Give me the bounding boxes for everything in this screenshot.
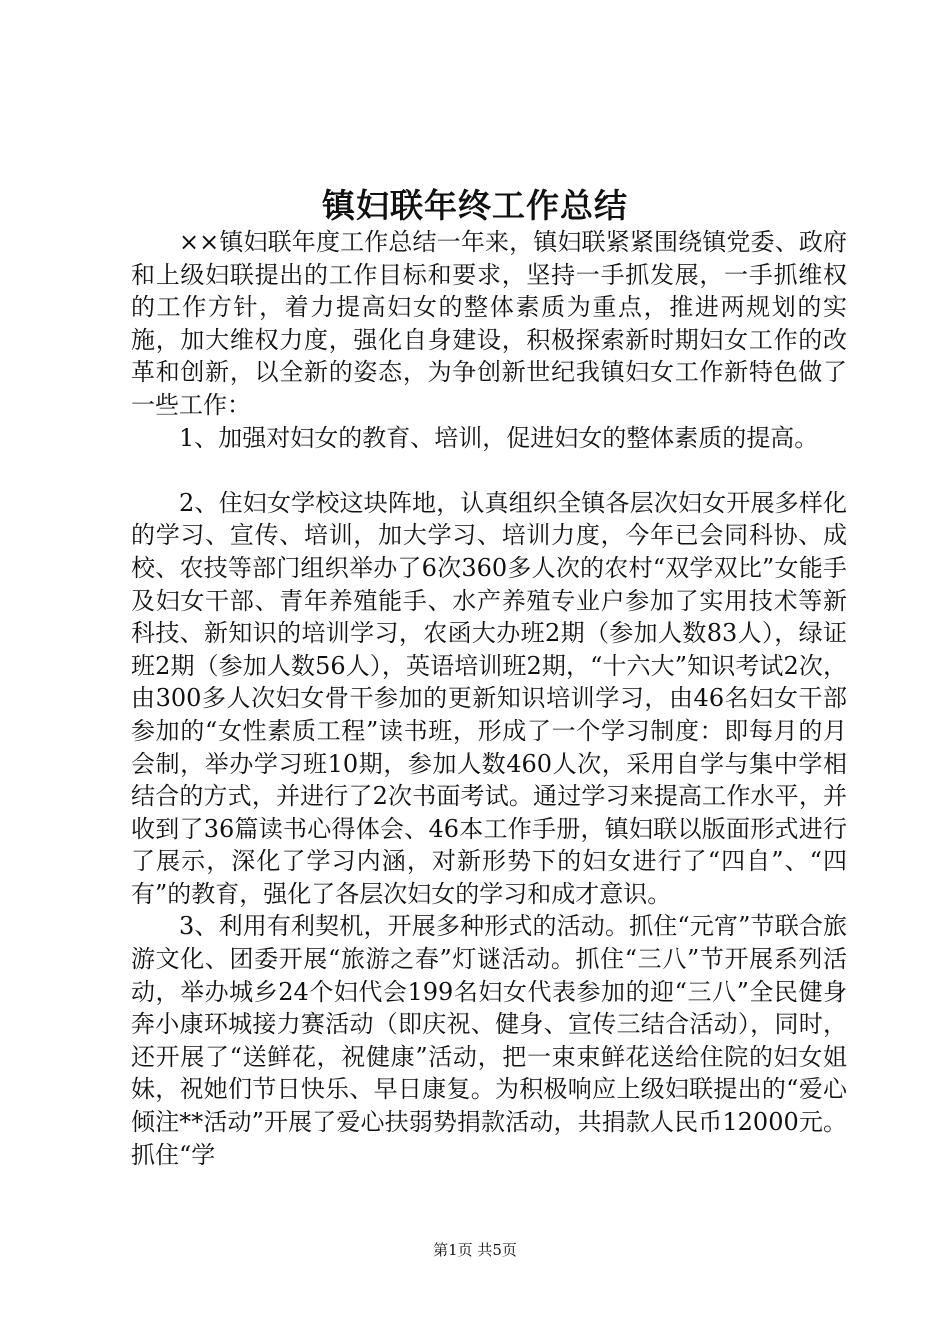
paragraph-intro: ××镇妇联年度工作总结一年来，镇妇联紧紧围绕镇党委、政府和上级妇联提出的工作目标和要求，坚持一手抓发展，一手抓维权的工作方针，着力提高妇女的整体素质为重点，推进两规划的实施，加大维权力度，强化自身建设，积极探索新时期妇女工作的改革和创新，以全新的姿态，为争创新世纪我镇妇女工作新特色做了一些工作： bbox=[131, 228, 847, 419]
paragraph-section-3: 3、利用有利契机，开展多种形式的活动。抓住“元宵”节联合旅游文化、团委开展“旅游之春”灯谜活动。抓住“三八”节开展系列活动，举办城乡24个妇代会199名妇女代表参加的迎“三八”全民健身奔小康环城接力赛活动（即庆祝、健身、宣传三结合活动），同时，还开展了“送鲜花，祝健康”活动，把一束束鲜花送给住院的妇女姐妹，祝她们节日快乐、早日康复。为积极响应上级妇联提出的“爱心倾注**活动”开展了爱心扶弱势捐款活动，共捐款人民币12000元。抓住“学 bbox=[131, 912, 847, 1169]
document-title: 镇妇联年终工作总结 bbox=[322, 186, 628, 225]
page-number-footer: 第1页 共5页 bbox=[433, 1241, 517, 1259]
paragraph-section-1: 1、加强对妇女的教育、培训，促进妇女的整体素质的提高。 bbox=[179, 423, 819, 452]
document-body bbox=[131, 226, 847, 1171]
paragraph-section-2: 2、住妇女学校这块阵地，认真组织全镇各层次妇女开展多样化的学习、宣传、培训，加大学习、培训力度，今年已会同科协、成校、农技等部门组织举办了6次360多人次的农村“双学双比”女能手及妇女干部、青年养殖能手、水产养殖专业户参加了实用技术等新科技、新知识的培训学习，农函大办班2期（参加人数83人），绿证班2期（参加人数56人），英语培训班2期，“十六大”知识考试2次，由300多人次妇女骨干参加的更新知识培训学习，由46名妇女干部参加的“女性素质工程”读书班，形成了一个学习制度：即每月的月会制，举办学习班10期，参加人数460人次，采用自学与集中学相结合的方式，并进行了2次书面考试。通过学习来提高工作水平，并收到了36篇读书心得体会、46本工作手册，镇妇联以版面形式进行了展示，深化了学习内涵，对新形势下的妇女进行了“四自”、“四有”的教育，强化了各层次妇女的学习和成才意识。 bbox=[131, 488, 847, 908]
